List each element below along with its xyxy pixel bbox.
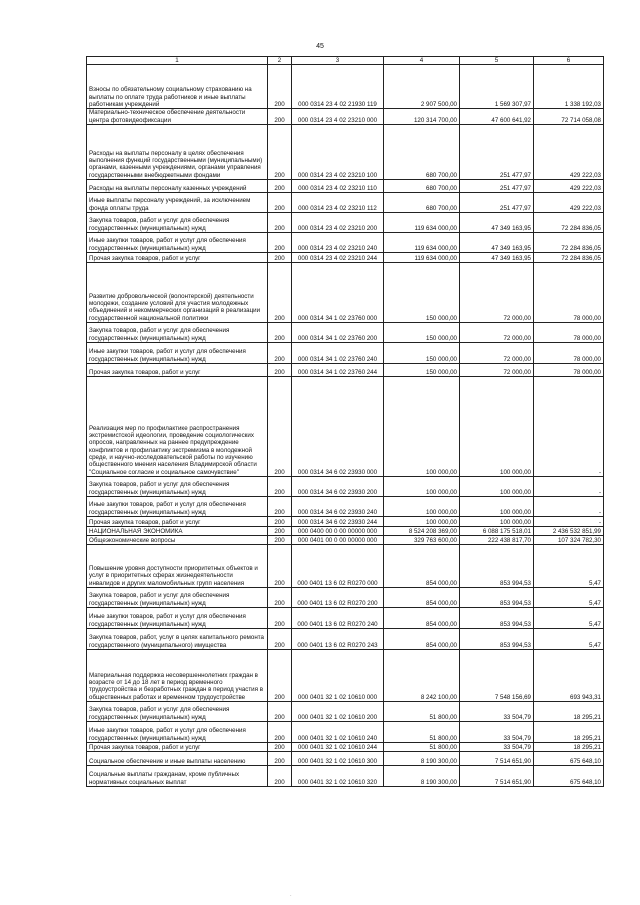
row-description: Иные закупки товаров, работ и услуг для обеспечения государственных (муниципальных) нужд bbox=[87, 232, 268, 252]
row-description: Прочая закупка товаров, работ и услуг bbox=[87, 516, 268, 526]
row-approved-amount: 854 000,00 bbox=[384, 544, 460, 587]
row-description: Материальная поддержка несовершеннолетних граждан в возрасте от 14 до 18 лет в период временного трудоустройства и безработных граждан в период участия в общественных работах и временном трудоустройстве bbox=[87, 649, 268, 701]
row-description: Иные закупки товаров, работ и услуг для обеспечения государственных (муниципальных) нужд bbox=[87, 496, 268, 516]
row-unexecuted-amount: 107 324 782,30 bbox=[534, 535, 604, 544]
header-cell: 4 bbox=[384, 57, 460, 65]
row-unexecuted-amount: 1 338 192,03 bbox=[534, 65, 604, 109]
row-approved-amount: 51 800,00 bbox=[384, 721, 460, 742]
row-description: Закупка товаров, работ и услуг для обеспечения государственных (муниципальных) нужд bbox=[87, 701, 268, 721]
row-budget-code: 000 0401 00 0 00 00000 000 bbox=[292, 535, 384, 544]
row-executed-amount: 853 994,53 bbox=[460, 544, 534, 587]
row-unexecuted-amount: 429 222,03 bbox=[534, 179, 604, 192]
row-approved-amount: 854 000,00 bbox=[384, 628, 460, 649]
table-row bbox=[87, 544, 604, 587]
row-line-code: 200 bbox=[268, 322, 292, 342]
row-unexecuted-amount: 2 436 532 851,99 bbox=[534, 526, 604, 535]
row-budget-code: 000 0314 23 4 02 23210 110 bbox=[292, 179, 384, 192]
row-unexecuted-amount: 78 000,00 bbox=[534, 363, 604, 376]
row-unexecuted-amount: 18 295,21 bbox=[534, 742, 604, 751]
row-line-code: 200 bbox=[268, 535, 292, 544]
row-line-code: 200 bbox=[268, 607, 292, 628]
table-row bbox=[87, 516, 604, 526]
row-description: Закупка товаров, работ и услуг для обеспечения государственных (муниципальных) нужд bbox=[87, 322, 268, 342]
row-line-code: 200 bbox=[268, 649, 292, 701]
scan-mark: · bbox=[290, 893, 292, 899]
row-approved-amount: 8 242 100,00 bbox=[384, 649, 460, 701]
row-budget-code: 000 0401 32 1 02 10610 320 bbox=[292, 765, 384, 786]
table-row bbox=[87, 322, 604, 342]
table-row bbox=[87, 701, 604, 721]
row-approved-amount: 854 000,00 bbox=[384, 587, 460, 607]
row-budget-code: 000 0314 23 4 02 21930 119 bbox=[292, 65, 384, 109]
page-number: 45 bbox=[316, 43, 324, 50]
row-approved-amount: 150 000,00 bbox=[384, 363, 460, 376]
row-budget-code: 000 0314 34 1 02 23760 000 bbox=[292, 262, 384, 322]
row-budget-code: 000 0401 32 1 02 10610 244 bbox=[292, 742, 384, 751]
row-budget-code: 000 0401 32 1 02 10610 240 bbox=[292, 721, 384, 742]
row-line-code: 200 bbox=[268, 701, 292, 721]
row-budget-code: 000 0401 13 6 02 R0270 200 bbox=[292, 587, 384, 607]
row-description: Закупка товаров, работ, услуг в целях капитального ремонта государственного (муниципального) имущества bbox=[87, 628, 268, 649]
row-approved-amount: 119 634 000,00 bbox=[384, 232, 460, 252]
row-line-code: 200 bbox=[268, 751, 292, 765]
row-approved-amount: 680 700,00 bbox=[384, 179, 460, 192]
row-unexecuted-amount: 78 000,00 bbox=[534, 322, 604, 342]
table-row bbox=[87, 526, 604, 535]
row-budget-code: 000 0314 34 6 02 23930 000 bbox=[292, 376, 384, 476]
row-budget-code: 000 0401 13 6 02 R0270 240 bbox=[292, 607, 384, 628]
table-row bbox=[87, 232, 604, 252]
row-executed-amount: 853 994,53 bbox=[460, 607, 534, 628]
row-line-code: 200 bbox=[268, 262, 292, 322]
row-description: Повышение уровня доступности приоритетных объектов и услуг в приоритетных сферах жизнедеятельности инвалидов и других маломобильных групп населения bbox=[87, 544, 268, 587]
row-unexecuted-amount: - bbox=[534, 376, 604, 476]
table-row bbox=[87, 262, 604, 322]
row-executed-amount: 72 000,00 bbox=[460, 262, 534, 322]
table-row bbox=[87, 535, 604, 544]
row-approved-amount: 150 000,00 bbox=[384, 262, 460, 322]
budget-table bbox=[86, 56, 604, 787]
header-cell: 5 bbox=[460, 57, 534, 65]
row-approved-amount: 329 763 600,00 bbox=[384, 535, 460, 544]
row-approved-amount: 100 000,00 bbox=[384, 516, 460, 526]
row-approved-amount: 100 000,00 bbox=[384, 376, 460, 476]
row-unexecuted-amount: 78 000,00 bbox=[534, 262, 604, 322]
row-budget-code: 000 0314 34 6 02 23930 200 bbox=[292, 476, 384, 496]
row-budget-code: 000 0401 13 6 02 R0270 000 bbox=[292, 544, 384, 587]
row-unexecuted-amount: 18 295,21 bbox=[534, 701, 604, 721]
row-line-code: 200 bbox=[268, 65, 292, 109]
row-executed-amount: 72 000,00 bbox=[460, 322, 534, 342]
row-executed-amount: 6 088 175 518,01 bbox=[460, 526, 534, 535]
row-description: НАЦИОНАЛЬНАЯ ЭКОНОМИКА bbox=[87, 526, 268, 535]
row-budget-code: 000 0400 00 0 00 00000 000 bbox=[292, 526, 384, 535]
row-executed-amount: 251 477,97 bbox=[460, 124, 534, 179]
row-executed-amount: 47 349 163,95 bbox=[460, 212, 534, 232]
row-line-code: 200 bbox=[268, 192, 292, 212]
row-approved-amount: 854 000,00 bbox=[384, 607, 460, 628]
row-approved-amount: 51 800,00 bbox=[384, 701, 460, 721]
row-approved-amount: 120 314 700,00 bbox=[384, 109, 460, 125]
row-executed-amount: 100 000,00 bbox=[460, 476, 534, 496]
row-executed-amount: 47 349 163,95 bbox=[460, 232, 534, 252]
row-unexecuted-amount: 5,47 bbox=[534, 628, 604, 649]
table-row bbox=[87, 109, 604, 125]
header-cell: 3 bbox=[292, 57, 384, 65]
row-line-code: 200 bbox=[268, 628, 292, 649]
row-budget-code: 000 0314 34 6 02 23930 240 bbox=[292, 496, 384, 516]
row-description: Иные закупки товаров, работ и услуг для обеспечения государственных (муниципальных) нужд bbox=[87, 721, 268, 742]
row-unexecuted-amount: 78 000,00 bbox=[534, 342, 604, 363]
row-line-code: 200 bbox=[268, 212, 292, 232]
row-line-code: 200 bbox=[268, 179, 292, 192]
row-unexecuted-amount: 5,47 bbox=[534, 587, 604, 607]
table-row bbox=[87, 587, 604, 607]
row-line-code: 200 bbox=[268, 109, 292, 125]
row-executed-amount: 251 477,97 bbox=[460, 179, 534, 192]
row-description: Прочая закупка товаров, работ и услуг bbox=[87, 363, 268, 376]
table-row bbox=[87, 628, 604, 649]
table-row bbox=[87, 212, 604, 232]
row-budget-code: 000 0314 23 4 02 23210 000 bbox=[292, 109, 384, 125]
row-approved-amount: 119 634 000,00 bbox=[384, 212, 460, 232]
row-approved-amount: 150 000,00 bbox=[384, 342, 460, 363]
table-row bbox=[87, 649, 604, 701]
table-row bbox=[87, 179, 604, 192]
row-executed-amount: 1 569 307,97 bbox=[460, 65, 534, 109]
row-budget-code: 000 0314 23 4 02 23210 200 bbox=[292, 212, 384, 232]
row-unexecuted-amount: 72 714 058,08 bbox=[534, 109, 604, 125]
row-line-code: 200 bbox=[268, 721, 292, 742]
row-description: Общеэкономические вопросы bbox=[87, 535, 268, 544]
table-row bbox=[87, 742, 604, 751]
row-executed-amount: 7 514 651,90 bbox=[460, 751, 534, 765]
row-executed-amount: 251 477,97 bbox=[460, 192, 534, 212]
row-line-code: 200 bbox=[268, 742, 292, 751]
row-description: Социальное обеспечение и иные выплаты населению bbox=[87, 751, 268, 765]
row-executed-amount: 47 600 641,92 bbox=[460, 109, 534, 125]
table-row bbox=[87, 192, 604, 212]
row-executed-amount: 853 994,53 bbox=[460, 628, 534, 649]
row-budget-code: 000 0314 23 4 02 23210 240 bbox=[292, 232, 384, 252]
header-cell: 2 bbox=[268, 57, 292, 65]
row-description: Материально-техническое обеспечение деятельности центра фотовидеофиксации bbox=[87, 109, 268, 125]
row-description: Развитие добровольческой (волонтерской) деятельности молодежи, создание условий для участия молодежных объединений и некоммерческих организаций в реализации государственной национальной политики bbox=[87, 262, 268, 322]
row-unexecuted-amount: 5,47 bbox=[534, 544, 604, 587]
row-line-code: 200 bbox=[268, 516, 292, 526]
row-description: Закупка товаров, работ и услуг для обеспечения государственных (муниципальных) нужд bbox=[87, 212, 268, 232]
row-executed-amount: 100 000,00 bbox=[460, 496, 534, 516]
row-budget-code: 000 0314 23 4 02 23210 244 bbox=[292, 252, 384, 262]
table-row bbox=[87, 607, 604, 628]
row-approved-amount: 100 000,00 bbox=[384, 496, 460, 516]
row-unexecuted-amount: - bbox=[534, 516, 604, 526]
table-row bbox=[87, 252, 604, 262]
row-executed-amount: 72 000,00 bbox=[460, 363, 534, 376]
row-line-code: 200 bbox=[268, 587, 292, 607]
row-description: Иные закупки товаров, работ и услуг для обеспечения государственных (муниципальных) нужд bbox=[87, 342, 268, 363]
row-line-code: 200 bbox=[268, 232, 292, 252]
row-budget-code: 000 0401 13 6 02 R0270 243 bbox=[292, 628, 384, 649]
row-budget-code: 000 0314 34 1 02 23760 200 bbox=[292, 322, 384, 342]
row-line-code: 200 bbox=[268, 124, 292, 179]
row-line-code: 200 bbox=[268, 342, 292, 363]
row-budget-code: 000 0401 32 1 02 10610 000 bbox=[292, 649, 384, 701]
row-executed-amount: 7 514 651,90 bbox=[460, 765, 534, 786]
row-executed-amount: 33 504,79 bbox=[460, 701, 534, 721]
row-executed-amount: 33 504,79 bbox=[460, 721, 534, 742]
row-executed-amount: 100 000,00 bbox=[460, 516, 534, 526]
table-row bbox=[87, 721, 604, 742]
row-description: Иные выплаты персоналу учреждений, за исключением фонда оплаты труда bbox=[87, 192, 268, 212]
row-approved-amount: 8 524 208 369,00 bbox=[384, 526, 460, 535]
table-row bbox=[87, 751, 604, 765]
row-line-code: 200 bbox=[268, 476, 292, 496]
row-unexecuted-amount: - bbox=[534, 476, 604, 496]
row-budget-code: 000 0314 23 4 02 23210 112 bbox=[292, 192, 384, 212]
row-description: Расходы на выплаты персоналу в целях обеспечения выполнения функций государственными (муниципальными) органами, казенными учреждениями, органами управления государственными внебюджетными фондами bbox=[87, 124, 268, 179]
row-description: Реализация мер по профилактике распространения экстремистской идеологии, проведение социологических опросов, направленных на раннее предупреждение конфликтов и профилактику экстремизма в молодежной среде, и научно-исследовательской работы по изучению общественного мнения населения Владимирской области "Социальное согласие и социальное самочувствие" bbox=[87, 376, 268, 476]
table-row bbox=[87, 376, 604, 476]
header-cell: 1 bbox=[87, 57, 268, 65]
table-row bbox=[87, 342, 604, 363]
row-line-code: 200 bbox=[268, 526, 292, 535]
row-description: Закупка товаров, работ и услуг для обеспечения государственных (муниципальных) нужд bbox=[87, 476, 268, 496]
row-unexecuted-amount: 675 648,10 bbox=[534, 765, 604, 786]
row-line-code: 200 bbox=[268, 765, 292, 786]
row-approved-amount: 119 634 000,00 bbox=[384, 252, 460, 262]
row-unexecuted-amount: 72 284 836,05 bbox=[534, 232, 604, 252]
row-description: Расходы на выплаты персоналу казенных учреждений bbox=[87, 179, 268, 192]
row-unexecuted-amount: 693 943,31 bbox=[534, 649, 604, 701]
row-description: Прочая закупка товаров, работ и услуг bbox=[87, 252, 268, 262]
row-description: Социальные выплаты гражданам, кроме публичных нормативных социальных выплат bbox=[87, 765, 268, 786]
row-approved-amount: 51 800,00 bbox=[384, 742, 460, 751]
table-row bbox=[87, 65, 604, 109]
row-unexecuted-amount: 18 295,21 bbox=[534, 721, 604, 742]
table-row bbox=[87, 124, 604, 179]
row-executed-amount: 222 438 817,70 bbox=[460, 535, 534, 544]
row-description: Иные закупки товаров, работ и услуг для обеспечения государственных (муниципальных) нужд bbox=[87, 607, 268, 628]
row-description: Взносы по обязательному социальному страхованию на выплаты по оплате труда работников и иные выплаты работникам учреждений bbox=[87, 65, 268, 109]
row-executed-amount: 7 548 156,69 bbox=[460, 649, 534, 701]
row-executed-amount: 72 000,00 bbox=[460, 342, 534, 363]
row-line-code: 200 bbox=[268, 496, 292, 516]
table-row bbox=[87, 363, 604, 376]
row-approved-amount: 100 000,00 bbox=[384, 476, 460, 496]
row-line-code: 200 bbox=[268, 544, 292, 587]
table-row bbox=[87, 765, 604, 786]
table-row bbox=[87, 476, 604, 496]
row-description: Закупка товаров, работ и услуг для обеспечения государственных (муниципальных) нужд bbox=[87, 587, 268, 607]
row-line-code: 200 bbox=[268, 252, 292, 262]
row-budget-code: 000 0314 34 1 02 23760 240 bbox=[292, 342, 384, 363]
row-unexecuted-amount: 675 648,10 bbox=[534, 751, 604, 765]
row-unexecuted-amount: - bbox=[534, 496, 604, 516]
row-executed-amount: 47 349 163,95 bbox=[460, 252, 534, 262]
table-header-row bbox=[87, 57, 604, 65]
row-approved-amount: 8 190 300,00 bbox=[384, 751, 460, 765]
row-executed-amount: 853 994,53 bbox=[460, 587, 534, 607]
row-budget-code: 000 0314 23 4 02 23210 100 bbox=[292, 124, 384, 179]
row-line-code: 200 bbox=[268, 363, 292, 376]
row-approved-amount: 680 700,00 bbox=[384, 124, 460, 179]
row-budget-code: 000 0314 34 1 02 23760 244 bbox=[292, 363, 384, 376]
row-budget-code: 000 0401 32 1 02 10610 200 bbox=[292, 701, 384, 721]
row-approved-amount: 8 190 300,00 bbox=[384, 765, 460, 786]
row-budget-code: 000 0401 32 1 02 10610 300 bbox=[292, 751, 384, 765]
row-unexecuted-amount: 72 284 836,05 bbox=[534, 212, 604, 232]
row-budget-code: 000 0314 34 6 02 23930 244 bbox=[292, 516, 384, 526]
row-unexecuted-amount: 429 222,03 bbox=[534, 192, 604, 212]
row-description: Прочая закупка товаров, работ и услуг bbox=[87, 742, 268, 751]
table-row bbox=[87, 496, 604, 516]
row-approved-amount: 680 700,00 bbox=[384, 192, 460, 212]
row-unexecuted-amount: 72 284 836,05 bbox=[534, 252, 604, 262]
header-cell: 6 bbox=[534, 57, 604, 65]
row-approved-amount: 150 000,00 bbox=[384, 322, 460, 342]
row-unexecuted-amount: 429 222,03 bbox=[534, 124, 604, 179]
row-approved-amount: 2 907 500,00 bbox=[384, 65, 460, 109]
row-executed-amount: 33 504,79 bbox=[460, 742, 534, 751]
row-executed-amount: 100 000,00 bbox=[460, 376, 534, 476]
row-unexecuted-amount: 5,47 bbox=[534, 607, 604, 628]
row-line-code: 200 bbox=[268, 376, 292, 476]
